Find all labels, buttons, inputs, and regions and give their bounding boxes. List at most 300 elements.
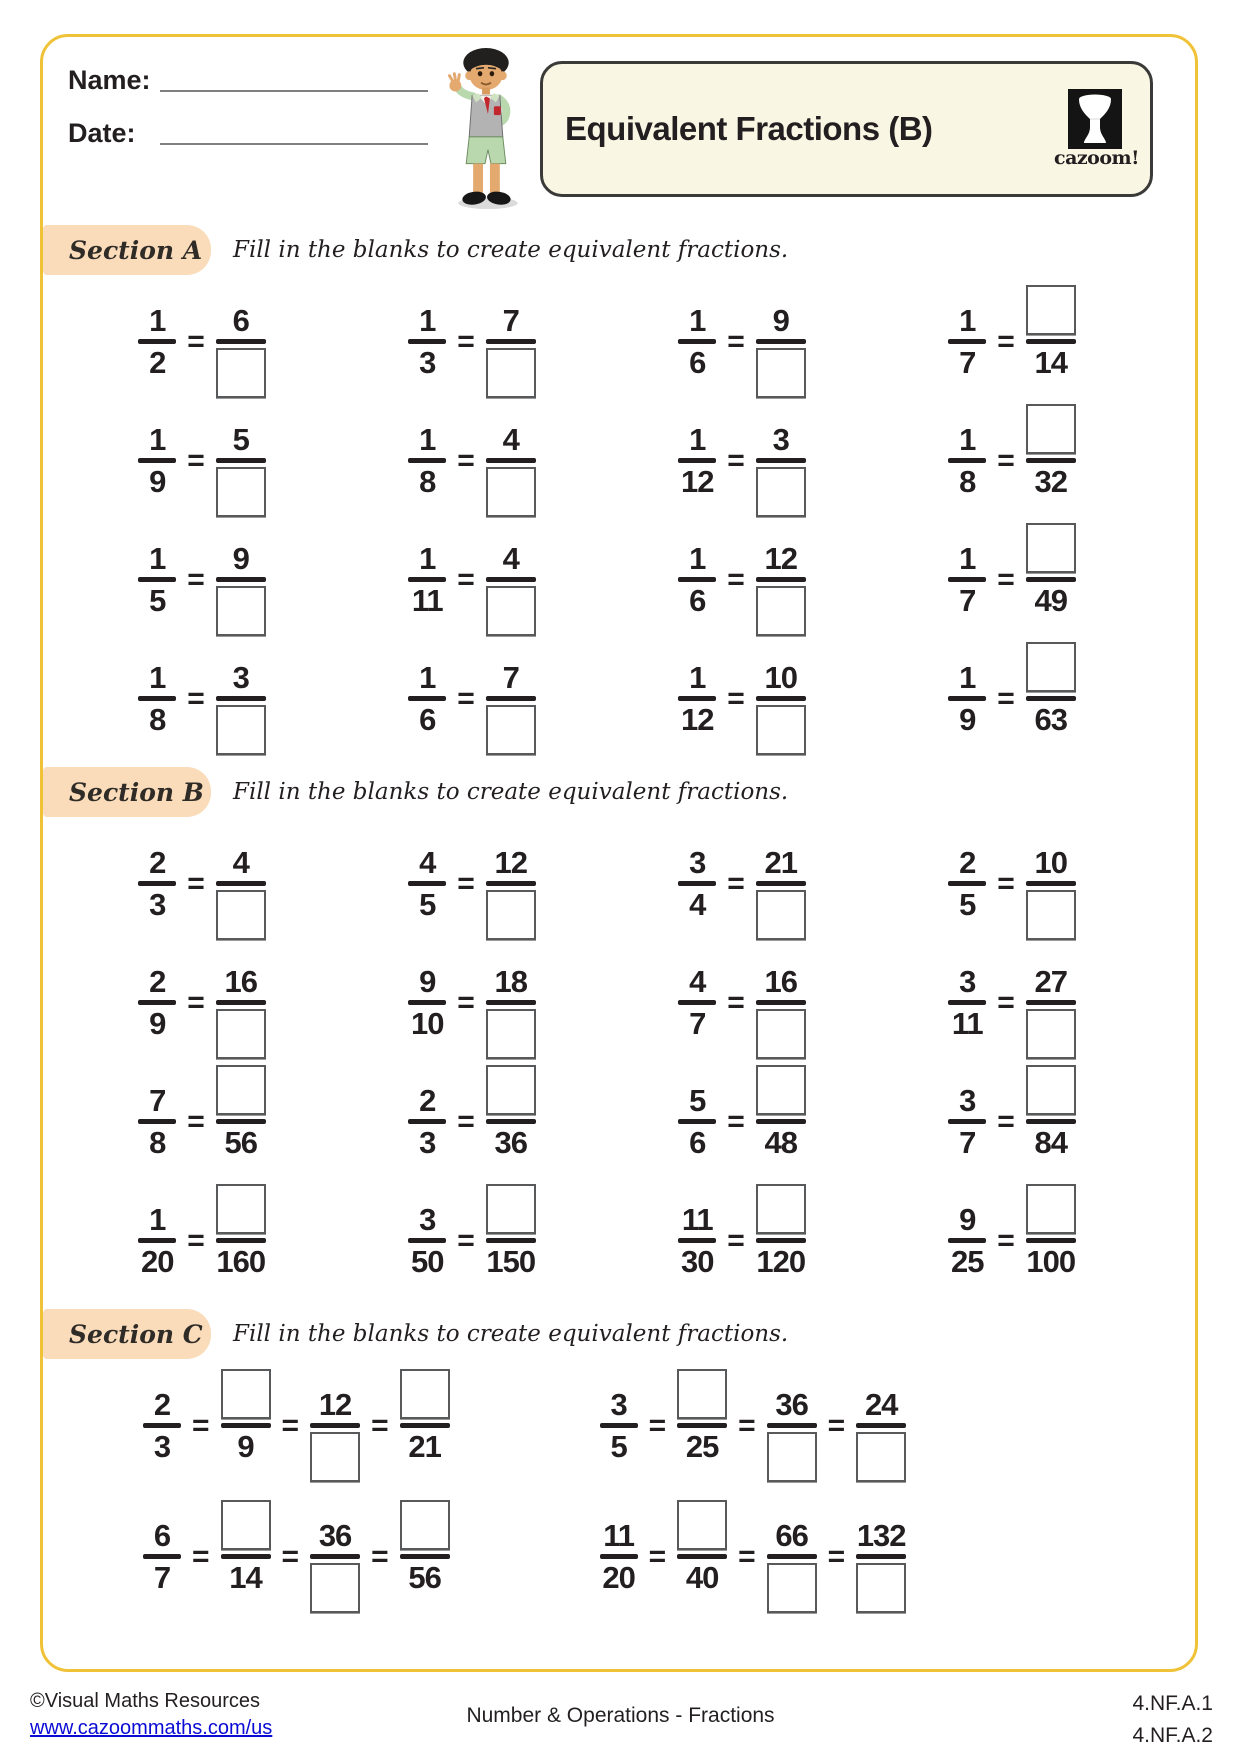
fraction-denominator: 63 [1034, 702, 1067, 737]
fraction-numerator: 3 [959, 1082, 976, 1118]
fraction [310, 1498, 360, 1615]
fraction-denominator-slot [764, 1125, 797, 1180]
fraction-denominator-slot [419, 1125, 436, 1180]
fraction [948, 402, 986, 519]
fraction-numerator: 5 [689, 1082, 706, 1118]
fraction [948, 640, 986, 757]
fraction-bar [756, 577, 806, 582]
fraction-numerator-slot [1034, 825, 1067, 880]
fraction-numerator-slot [502, 402, 519, 457]
fraction-denominator-slot [140, 1244, 174, 1299]
fraction-bar [678, 577, 716, 582]
answer-box[interactable] [400, 1500, 450, 1550]
fraction-denominator-slot [216, 1009, 266, 1061]
date-line[interactable] [160, 143, 428, 145]
equivalent-fraction-problem [678, 402, 806, 519]
fraction-denominator: 32 [1034, 464, 1067, 499]
fraction-denominator-slot [756, 705, 806, 757]
equivalent-fraction-problem [408, 1182, 536, 1299]
answer-box[interactable] [216, 1184, 266, 1234]
fraction-bar [1026, 577, 1076, 582]
answer-box[interactable] [767, 1432, 817, 1482]
section-a [43, 225, 1195, 757]
fraction-denominator: 11 [951, 1006, 983, 1041]
equals-sign: = [192, 1539, 210, 1573]
answer-box[interactable] [1026, 285, 1076, 335]
fraction-denominator: 8 [959, 464, 976, 499]
fraction [756, 283, 806, 400]
fraction [486, 944, 536, 1061]
fraction-denominator-slot [310, 1563, 360, 1615]
answer-box[interactable] [677, 1500, 727, 1550]
fraction-denominator-slot [419, 702, 436, 757]
fraction-denominator-slot [610, 1429, 627, 1484]
fraction-bar [948, 696, 986, 701]
equals-sign: = [727, 324, 745, 358]
fraction [678, 944, 716, 1061]
fraction-bar [408, 1119, 446, 1124]
copyright-text: ©Visual Maths Resources [30, 1690, 261, 1712]
problem-row [67, 521, 1147, 638]
equals-sign: = [457, 866, 475, 900]
equals-sign: = [192, 1408, 210, 1442]
fraction-denominator-slot [410, 1244, 444, 1299]
answer-box[interactable] [856, 1432, 906, 1482]
fraction-numerator-slot [864, 1367, 898, 1422]
cazoom-drum-icon [1068, 89, 1122, 149]
fraction-numerator: 6 [153, 1517, 171, 1553]
fraction-numerator-slot [486, 1182, 536, 1234]
fraction-denominator-slot [224, 1125, 257, 1180]
fraction-bar [677, 1554, 727, 1559]
equivalent-fraction-problem [138, 944, 266, 1061]
fraction-bar [1026, 696, 1076, 701]
equals-sign: = [997, 324, 1015, 358]
fraction-denominator: 5 [149, 583, 166, 618]
fraction [408, 944, 446, 1061]
fraction [678, 1063, 716, 1180]
equals-sign: = [187, 324, 205, 358]
fraction-numerator: 3 [959, 963, 976, 999]
answer-box[interactable] [756, 586, 806, 636]
fraction [486, 521, 536, 638]
fraction-numerator: 16 [224, 963, 257, 999]
fraction-numerator-slot [603, 1498, 634, 1553]
answer-box[interactable] [1026, 1065, 1076, 1115]
equivalent-fraction-problem [600, 1498, 907, 1615]
fraction-numerator-slot [149, 640, 166, 695]
equals-sign: = [457, 681, 475, 715]
fraction-denominator-slot [1034, 583, 1067, 638]
fraction-numerator-slot [1026, 1063, 1076, 1115]
fraction-numerator-slot [764, 944, 797, 999]
fraction-denominator-slot [153, 1429, 171, 1484]
fraction-denominator-slot [689, 887, 706, 942]
equals-sign: = [727, 985, 745, 1019]
equivalent-fraction-problem [138, 825, 266, 942]
fraction-numerator-slot [419, 825, 436, 880]
equals-sign: = [187, 985, 205, 1019]
answer-box[interactable] [756, 467, 806, 517]
fraction-denominator-slot [216, 705, 266, 757]
answer-box[interactable] [400, 1369, 450, 1419]
answer-box[interactable] [310, 1563, 360, 1613]
fraction-numerator-slot [1026, 640, 1076, 692]
fraction-numerator: 1 [689, 421, 706, 457]
fraction [400, 1367, 450, 1484]
fraction-numerator-slot [689, 640, 706, 695]
problem-row [43, 1367, 1195, 1484]
fraction-numerator-slot [689, 521, 706, 576]
fraction-bar [138, 696, 176, 701]
fraction-numerator-slot [232, 825, 249, 880]
footer-topic: Number & Operations - Fractions [466, 1704, 775, 1727]
fraction-denominator: 7 [689, 1006, 706, 1041]
fraction-numerator: 36 [775, 1386, 808, 1422]
answer-box[interactable] [486, 1065, 536, 1115]
section-instruction: Fill in the blanks to create equivalent fractions. [233, 237, 789, 263]
fraction-denominator-slot [216, 890, 266, 942]
equivalent-fraction-problem [138, 1063, 266, 1180]
answer-box[interactable] [216, 1009, 266, 1059]
fraction-numerator-slot [419, 402, 436, 457]
fraction [756, 402, 806, 519]
fraction-numerator-slot [610, 1367, 627, 1422]
fraction [138, 402, 176, 519]
fraction-denominator: 84 [1034, 1125, 1067, 1160]
answer-box[interactable] [756, 348, 806, 398]
fraction [756, 825, 806, 942]
fraction-denominator-slot [856, 1432, 906, 1484]
name-line[interactable] [160, 90, 428, 92]
fraction-numerator-slot [149, 1063, 166, 1118]
fraction-denominator: 150 [486, 1244, 536, 1279]
answer-box[interactable] [486, 1184, 536, 1234]
answer-box[interactable] [677, 1369, 727, 1419]
fraction-denominator-slot [950, 1244, 984, 1299]
fraction-numerator: 1 [149, 659, 166, 695]
fraction [948, 1182, 986, 1299]
equivalent-fraction-problem [948, 402, 1076, 519]
answer-box[interactable] [756, 1184, 806, 1234]
answer-box[interactable] [486, 467, 536, 517]
fraction-bar [486, 577, 536, 582]
problem-row [67, 402, 1147, 519]
fraction-numerator-slot [775, 1367, 808, 1422]
fraction-denominator-slot [1026, 1244, 1076, 1299]
fraction-bar [143, 1554, 181, 1559]
equivalent-fraction-problem [948, 825, 1076, 942]
fraction [216, 640, 266, 757]
answer-box[interactable] [756, 1009, 806, 1059]
name-date-block [68, 65, 428, 171]
fraction-numerator-slot [677, 1367, 727, 1419]
fraction-denominator-slot [767, 1432, 817, 1484]
fraction-numerator-slot [153, 1367, 171, 1422]
section-c [43, 1309, 1195, 1615]
fraction-numerator-slot [959, 402, 976, 457]
fraction-numerator-slot [149, 402, 166, 457]
equals-sign: = [997, 681, 1015, 715]
fraction-bar [767, 1423, 817, 1428]
answer-box[interactable] [756, 890, 806, 940]
fraction-numerator-slot [486, 1063, 536, 1115]
fraction-denominator-slot [756, 1009, 806, 1061]
fraction-bar [486, 339, 536, 344]
answer-box[interactable] [216, 890, 266, 940]
fraction-numerator-slot [494, 825, 527, 880]
equals-sign: = [457, 324, 475, 358]
answer-box[interactable] [216, 586, 266, 636]
fraction-numerator-slot [764, 521, 797, 576]
fraction-numerator: 10 [1034, 844, 1067, 880]
fraction-numerator-slot [764, 825, 797, 880]
equals-sign: = [187, 681, 205, 715]
fraction-numerator: 2 [153, 1386, 171, 1422]
equals-sign: = [187, 866, 205, 900]
answer-box[interactable] [221, 1369, 271, 1419]
fraction-bar [856, 1554, 906, 1559]
answer-box[interactable] [767, 1563, 817, 1613]
fraction [756, 1063, 806, 1180]
fraction [948, 283, 986, 400]
equivalent-fraction-problem [678, 283, 806, 400]
fraction-bar [948, 339, 986, 344]
answer-box[interactable] [310, 1432, 360, 1482]
fraction-numerator-slot [502, 521, 519, 576]
fraction [767, 1498, 817, 1615]
fraction-numerator: 2 [149, 963, 166, 999]
fraction [216, 1182, 266, 1299]
fraction-denominator: 7 [153, 1560, 171, 1595]
equivalent-fraction-problem [948, 1063, 1076, 1180]
fraction [678, 283, 716, 400]
fraction-numerator: 1 [419, 421, 436, 457]
fraction-bar [310, 1554, 360, 1559]
fraction-denominator-slot [959, 583, 976, 638]
fraction [408, 283, 446, 400]
fraction [138, 825, 176, 942]
fraction-denominator: 36 [494, 1125, 527, 1160]
fraction-denominator-slot [149, 1125, 166, 1180]
fraction-numerator-slot [959, 283, 976, 338]
fraction-bar [678, 696, 716, 701]
equivalent-fraction-problem [138, 1182, 266, 1299]
fraction-numerator: 7 [502, 302, 519, 338]
title-box [540, 61, 1153, 197]
fraction-numerator: 12 [318, 1386, 352, 1422]
fraction [400, 1498, 450, 1615]
answer-box[interactable] [216, 348, 266, 398]
fraction [678, 825, 716, 942]
fraction-numerator: 9 [959, 1201, 976, 1237]
equivalent-fraction-problem [678, 640, 806, 757]
fraction-denominator: 9 [237, 1429, 254, 1464]
section-header [43, 225, 1195, 275]
fraction-denominator-slot [685, 1429, 719, 1484]
fraction [408, 1063, 446, 1180]
fraction-denominator: 5 [959, 887, 976, 922]
answer-box[interactable] [221, 1500, 271, 1550]
answer-box[interactable] [856, 1563, 906, 1613]
section-label: Section C [43, 1309, 211, 1359]
fraction [856, 1498, 906, 1615]
fraction [948, 521, 986, 638]
fraction [486, 1063, 536, 1180]
fraction [1026, 944, 1076, 1061]
answer-box[interactable] [216, 705, 266, 755]
fraction-numerator-slot [149, 521, 166, 576]
equals-sign: = [997, 1223, 1015, 1257]
answer-box[interactable] [486, 586, 536, 636]
website-link[interactable]: www.cazoommaths.com/us [30, 1717, 273, 1739]
answer-box[interactable] [756, 1065, 806, 1115]
fraction-denominator-slot [153, 1560, 171, 1615]
fraction-denominator-slot [1034, 464, 1067, 519]
fraction-numerator-slot [400, 1498, 450, 1550]
answer-box[interactable] [486, 890, 536, 940]
fraction-numerator: 9 [232, 540, 249, 576]
fraction-numerator-slot [221, 1367, 271, 1419]
fraction-denominator: 10 [410, 1006, 444, 1041]
fraction-numerator-slot [689, 1063, 706, 1118]
fraction-bar [138, 339, 176, 344]
fraction-denominator-slot [680, 464, 714, 519]
equivalent-fraction-problem [678, 944, 806, 1061]
equivalent-fraction-problem [143, 1367, 450, 1484]
answer-box[interactable] [486, 1009, 536, 1059]
answer-box[interactable] [216, 467, 266, 517]
fraction-numerator-slot [764, 640, 797, 695]
equals-sign: = [187, 1223, 205, 1257]
fraction-denominator: 50 [410, 1244, 444, 1279]
fraction-numerator-slot [689, 402, 706, 457]
fraction-bar [216, 1000, 266, 1005]
fraction-numerator-slot [959, 825, 976, 880]
worksheet-border [40, 34, 1198, 1672]
fraction-denominator: 6 [689, 583, 706, 618]
equals-sign: = [281, 1408, 300, 1442]
fraction [948, 825, 986, 942]
equals-sign: = [457, 1104, 475, 1138]
fraction [1026, 640, 1076, 757]
equals-sign: = [187, 443, 205, 477]
fraction-numerator-slot [224, 944, 257, 999]
fraction-denominator: 6 [419, 702, 436, 737]
fraction [143, 1367, 181, 1484]
answer-box[interactable] [1026, 890, 1076, 940]
fraction-numerator: 1 [689, 302, 706, 338]
fraction-numerator-slot [419, 1182, 436, 1237]
problem-row [67, 944, 1147, 1061]
answer-box[interactable] [216, 1065, 266, 1115]
fraction-numerator: 1 [959, 421, 976, 457]
fraction-numerator: 3 [772, 421, 789, 457]
fraction-denominator-slot [310, 1432, 360, 1484]
fraction-bar [400, 1554, 450, 1559]
equivalent-fraction-problem [408, 640, 536, 757]
fraction-numerator: 7 [149, 1082, 166, 1118]
worksheet-title: Equivalent Fractions (B) [565, 110, 933, 147]
fraction-numerator-slot [419, 640, 436, 695]
fraction-bar [1026, 1000, 1076, 1005]
equals-sign: = [457, 985, 475, 1019]
fraction-numerator-slot [775, 1498, 808, 1553]
equals-sign: = [997, 443, 1015, 477]
fraction-denominator: 6 [689, 345, 706, 380]
fraction-denominator: 25 [950, 1244, 984, 1279]
fraction-bar [948, 1238, 986, 1243]
fraction-numerator: 18 [494, 963, 527, 999]
fraction [216, 944, 266, 1061]
fraction-bar [486, 1119, 536, 1124]
answer-box[interactable] [1026, 1009, 1076, 1059]
answer-box[interactable] [486, 705, 536, 755]
fraction-numerator: 1 [689, 540, 706, 576]
answer-box[interactable] [756, 705, 806, 755]
fraction-numerator: 2 [959, 844, 976, 880]
equals-sign: = [281, 1539, 300, 1573]
fraction-denominator: 4 [689, 887, 706, 922]
fraction-numerator-slot [149, 283, 166, 338]
fraction-denominator-slot [959, 702, 976, 757]
fraction-numerator: 12 [764, 540, 797, 576]
fraction-numerator: 4 [232, 844, 249, 880]
equals-sign: = [727, 1223, 745, 1257]
equals-sign: = [738, 1539, 756, 1573]
fraction-bar [408, 577, 446, 582]
answer-box[interactable] [1026, 523, 1076, 573]
fraction [138, 1182, 176, 1299]
problem-row [67, 283, 1147, 400]
equals-sign: = [997, 866, 1015, 900]
fraction-bar [678, 458, 716, 463]
fraction [600, 1498, 638, 1615]
answer-box[interactable] [486, 348, 536, 398]
answer-box[interactable] [1026, 404, 1076, 454]
fraction [600, 1367, 638, 1484]
fraction [486, 640, 536, 757]
fraction-denominator-slot [149, 702, 166, 757]
fraction-bar [486, 458, 536, 463]
fraction-bar [948, 458, 986, 463]
equals-sign: = [727, 562, 745, 596]
fraction-bar [756, 1000, 806, 1005]
fraction-bar [1026, 881, 1076, 886]
section-header [43, 1309, 1195, 1359]
fraction-bar [486, 1238, 536, 1243]
fraction-bar [756, 339, 806, 344]
fraction-denominator: 56 [224, 1125, 257, 1160]
fraction-numerator-slot [772, 402, 789, 457]
answer-box[interactable] [1026, 1184, 1076, 1234]
section-b [43, 767, 1195, 1299]
fraction-denominator: 30 [680, 1244, 714, 1279]
fraction [1026, 1182, 1076, 1299]
answer-box[interactable] [1026, 642, 1076, 692]
fraction-numerator: 10 [764, 659, 797, 695]
fraction-numerator-slot [221, 1498, 271, 1550]
fraction-denominator-slot [486, 348, 536, 400]
equivalent-fraction-problem [408, 521, 536, 638]
fraction-denominator: 100 [1026, 1244, 1076, 1279]
equals-sign: = [371, 1408, 389, 1442]
fraction-denominator-slot [959, 1125, 976, 1180]
fraction-bar [486, 1000, 536, 1005]
fraction-numerator-slot [232, 402, 249, 457]
fraction [1026, 521, 1076, 638]
fraction-denominator-slot [149, 345, 166, 400]
